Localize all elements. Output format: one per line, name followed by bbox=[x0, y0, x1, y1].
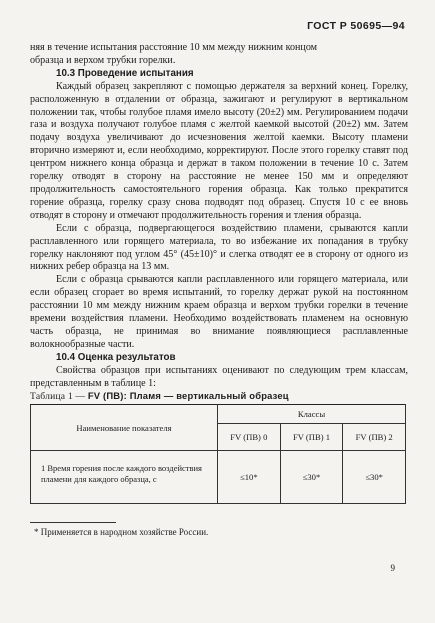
classes-column-header: Классы bbox=[218, 405, 406, 424]
footnote: * Применяется в народном хозяйстве России. bbox=[34, 526, 209, 537]
document-header: ГОСТ Р 50695—94 bbox=[307, 20, 405, 32]
table-cell-fv0: ≤10* bbox=[218, 451, 281, 503]
paragraph-10-4-1: Свойства образцов при испытаниях оценивают по следующим трем классам, представленным в таблице 1: bbox=[30, 364, 408, 389]
table-cell-fv2: ≤30* bbox=[343, 451, 406, 503]
section-10-4-heading: 10.4 Оценка результатов bbox=[56, 351, 176, 363]
page-number: 9 bbox=[390, 563, 395, 573]
continued-line-1: няя в течение испытания расстояние 10 мм между нижним концом bbox=[30, 42, 318, 53]
table-cell-fv1: ≤30* bbox=[280, 451, 343, 503]
class-header-fv1: FV (ПВ) 1 bbox=[280, 424, 343, 451]
param-column-header: Наименование показателя bbox=[31, 405, 218, 451]
table-row-label: 1 Время горения после каждого воздействия пламени для каждого образца, с bbox=[31, 451, 218, 503]
page-body bbox=[30, 42, 408, 538]
paragraph-10-3-2: Если с образца, подвергающегося воздействию пламени, срываются капли расплавленного или горящего материала, то во избежание их попадания в трубку горелку наклоняют под углом 45° (45±10)° и слегка отводят ее в сторону от одного из нижних ребер образца на 13 мм. bbox=[30, 222, 408, 273]
continued-line-2: образца и верхом трубки горелки. bbox=[30, 54, 176, 66]
paragraph-10-3-3: Если с образца срываются капли расплавленного или горящего материала, или если образец сгорает во время испытаний, то горелку держат рукой на постоянном расстоянии 10 мм между нижним краем образца и верхом трубки горелки в течение времени воздействия пламени. Необходимо воздействовать пламенем на основную часть образца, не принимая во внимание появляющиеся расплавленные волокнообразные части. bbox=[30, 274, 408, 350]
table-caption-prefix: Таблица 1 — bbox=[30, 391, 86, 403]
class-header-fv0: FV (ПВ) 0 bbox=[218, 424, 281, 451]
section-10-3-heading: 10.3 Проведение испытания bbox=[56, 67, 194, 79]
class-header-fv2: FV (ПВ) 2 bbox=[343, 424, 406, 451]
results-table bbox=[30, 404, 406, 503]
paragraph-10-3-1: Каждый образец закрепляют с помощью держателя за верхний конец. Горелку, расположенную в отдалении от образца, зажигают и регулируют в вертикальном положении так, чтобы голубое пламя имело высоту (20±2) мм. Регулированием подачи газа и воздуха получают голубое пламя с желтой каемкой высотой (20±2) мм. Затем подачу воздуха увеличивают до исчезновения желтой каемки. Высоту пламени вторично измеряют и, если необходимо, корректируют. После этого горелку ставят под центром нижнего конца образца и держат в таком положении в течение 10 с. Затем горелку отводят в сторону на расстояние не менее 150 мм и определяют продолжительность самостоятельного горения образца. Как только прекратится горение образца, горелку сразу снова подводят под образец. Спустя 10 с ее вновь отводят в сторону и отмечают продолжительность горения и тления образца. bbox=[30, 80, 408, 221]
table-caption-title: FV (ПВ): Пламя — вертикальный образец bbox=[87, 390, 289, 402]
footnote-divider bbox=[30, 522, 116, 523]
table-caption bbox=[30, 390, 408, 403]
